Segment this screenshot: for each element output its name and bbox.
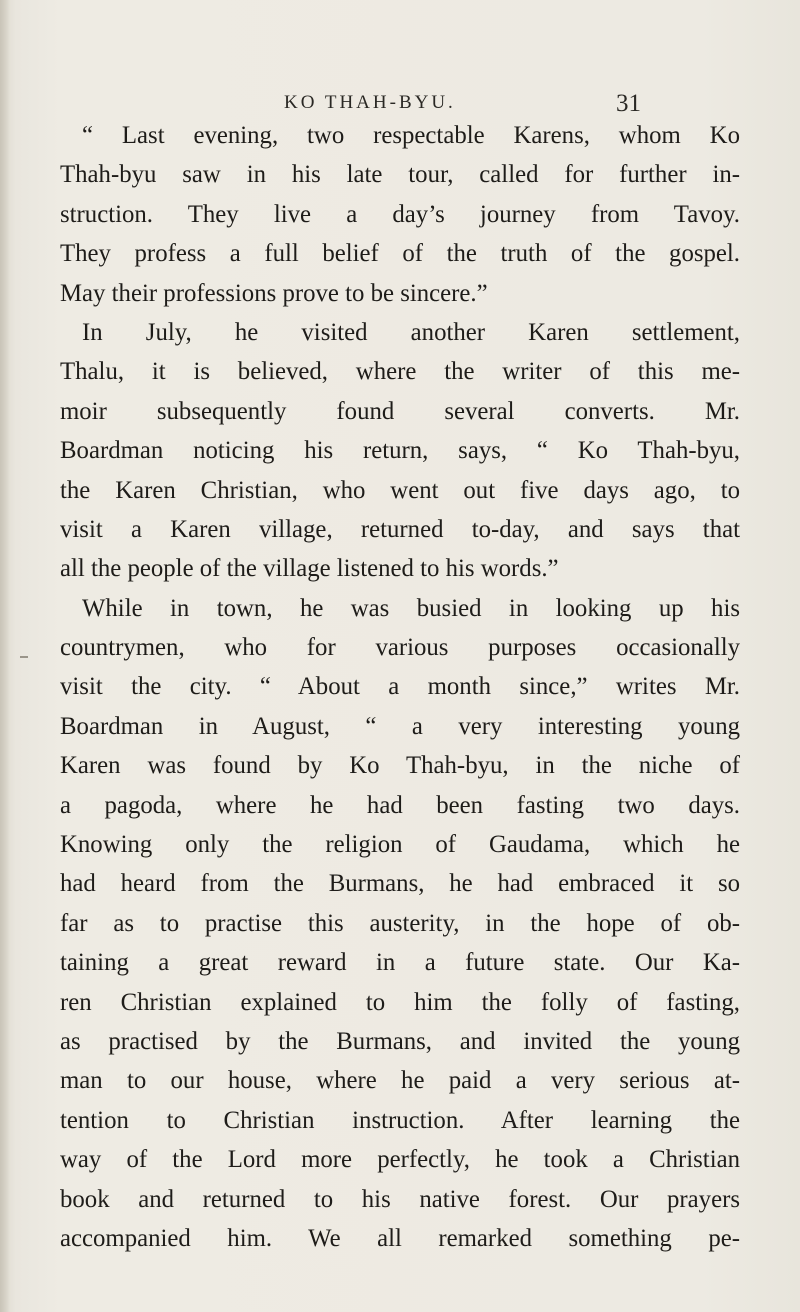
text-line: Karen was found by Ko Thah-byu, in the niche of <box>60 752 740 780</box>
text-line: ren Christian explained to him the folly of fasting, <box>60 988 740 1016</box>
text-line: tention to Christian instruction. After learning the <box>60 1106 740 1134</box>
text-line: visit the city. “ About a month since,” writes Mr. <box>60 673 740 701</box>
text-line: countrymen, who for various purposes occasionally <box>60 634 740 662</box>
text-line: struction. They live a day’s journey from Tavoy. <box>60 200 740 228</box>
text-line: May their professions prove to be sincere.” <box>60 279 488 307</box>
text-line: moir subsequently found several converts. Mr. <box>60 397 740 425</box>
text-line: man to our house, where he paid a very serious at- <box>60 1067 740 1095</box>
text-line: While in town, he was busied in looking up his <box>82 594 740 622</box>
binding-shadow <box>0 0 10 1312</box>
page-number: 31 <box>616 90 641 117</box>
text-line: Thalu, it is believed, where the writer of this me- <box>60 358 740 386</box>
text-line: Boardman in August, “ a very interesting young <box>60 712 740 740</box>
header-title: KO THAH-BYU. <box>284 92 456 113</box>
text-line: had heard from the Burmans, he had embraced it so <box>60 870 740 898</box>
text-line: Boardman noticing his return, says, “ Ko Thah-byu, <box>60 437 740 465</box>
text-line: visit a Karen village, returned to-day, and says that <box>60 515 740 543</box>
text-line: book and returned to his native forest. Our prayers <box>60 1185 740 1213</box>
text-line: the Karen Christian, who went out five days ago, to <box>60 476 740 504</box>
text-line: way of the Lord more perfectly, he took a Christian <box>60 1146 740 1174</box>
text-line: a pagoda, where he had been fasting two days. <box>60 791 740 819</box>
text-line: as practised by the Burmans, and invited the young <box>60 1027 740 1055</box>
text-line: Thah-byu saw in his late tour, called for further in- <box>60 161 740 189</box>
text-line: taining a great reward in a future state. Our Ka- <box>60 949 740 977</box>
text-line: all the people of the village listened to his words.” <box>60 555 559 583</box>
margin-mark <box>20 656 28 658</box>
body-text <box>60 116 740 1258</box>
text-line: In July, he visited another Karen settlement, <box>82 318 740 346</box>
text-line: “ Last evening, two respectable Karens, whom Ko <box>82 122 740 149</box>
text-line: Knowing only the religion of Gaudama, which he <box>60 831 740 859</box>
text-line: accompanied him. We all remarked something pe- <box>60 1224 740 1252</box>
text-line: far as to practise this austerity, in the hope of ob- <box>60 909 740 937</box>
text-line: They profess a full belief of the truth of the gospel. <box>60 240 740 268</box>
